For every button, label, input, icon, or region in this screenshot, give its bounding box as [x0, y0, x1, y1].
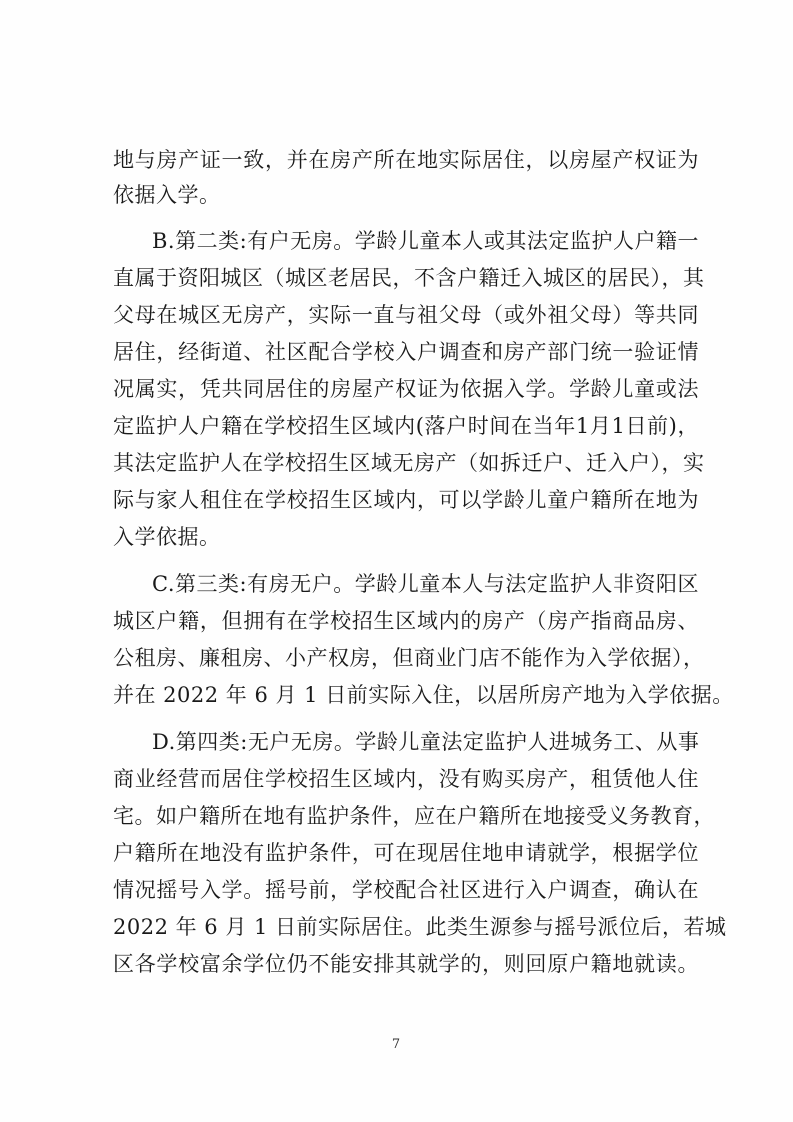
paragraph-c-heading-line: C.第三类:有房无户。学龄儿童本人与法定监护人非资阳区	[152, 572, 699, 596]
text-line: 定监护人户籍在学校招生区域内(落户时间在当年1月1日前)，	[113, 414, 699, 438]
text-line: 情况摇号入学。摇号前，学校配合社区进行入户调查，确认在	[113, 878, 699, 902]
text-line: 父母在城区无房产，实际一直与祖父母（或外祖父母）等共同	[113, 303, 699, 327]
text-line: 户籍所在地没有监护条件，可在现居住地申请就学，根据学位	[113, 841, 699, 865]
text-line: 直属于资阳城区（城区老居民，不含户籍迁入城区的居民），其	[113, 266, 705, 290]
text-line: 况属实，凭共同居住的房屋产权证为依据入学。学龄儿童或法	[113, 377, 699, 401]
text-line: 地与房产证一致，并在房产所在地实际居住，以房屋产权证为	[113, 148, 699, 172]
paragraph-d-heading-line: D.第四类:无户无房。学龄儿童法定监护人进城务工、从事	[152, 730, 700, 754]
text-line: 居住，经街道、社区配合学校入户调查和房产部门统一验证情	[113, 340, 699, 364]
text-line: 并在 2022 年 6 月 1 日前实际入住，以居所房产地为入学依据。	[113, 683, 734, 707]
text-line: 宅。如户籍所在地有监护条件，应在户籍所在地接受义务教育，	[113, 804, 715, 828]
paragraph-b-heading-line: B.第二类:有户无房。学龄儿童本人或其法定监护人户籍一	[152, 229, 699, 253]
text-line: 入学依据。	[113, 525, 221, 549]
text-line: 其法定监护人在学校招生区域无房产（如拆迁户、迁入户），实	[113, 451, 705, 475]
text-line: 际与家人租住在学校招生区域内，可以学龄儿童户籍所在地为	[113, 488, 699, 512]
page-number: 7	[391, 1037, 401, 1052]
text-line: 2022 年 6 月 1 日前实际居住。此类生源参与摇号派位后，若城	[113, 915, 727, 939]
text-line: 城区户籍，但拥有在学校招生区域内的房产（房产指商品房、	[113, 609, 699, 633]
text-line: 公租房、廉租房、小产权房，但商业门店不能作为入学依据），	[113, 646, 705, 670]
text-line: 依据入学。	[113, 183, 221, 207]
text-line: 商业经营而居住学校招生区域内，没有购买房产，租赁他人住	[113, 767, 699, 791]
text-line: 区各学校富余学位仍不能安排其就学的，则回原户籍地就读。	[113, 952, 699, 976]
